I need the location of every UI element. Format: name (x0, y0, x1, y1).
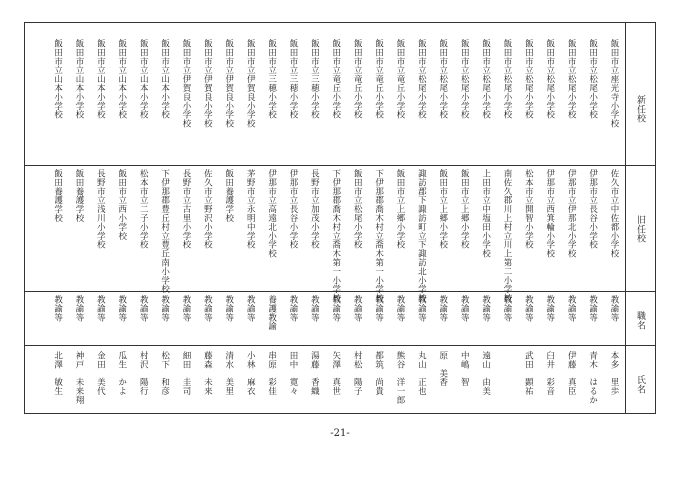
teacher-name-cell: 丸山 正也 (416, 351, 427, 396)
new-school-cell: 飯田市立山本小学校 (95, 39, 106, 120)
new-school-cell: 飯田市立山本小学校 (159, 39, 170, 120)
position-cell: 教諭等 (138, 295, 149, 322)
old-school-cell: 長野市立加茂小学校 (309, 169, 320, 250)
old-school-cell: 伊那市立長谷小学校 (587, 169, 598, 250)
position-cell: 教諭等 (309, 295, 320, 322)
old-school-cell: 飯田市立上郷小学校 (437, 169, 448, 250)
teacher-name-cell: 小林 麻衣 (245, 351, 256, 396)
new-school-cell: 飯田市立三穂小学校 (266, 39, 277, 120)
teacher-name-cell: 本多 里歩 (609, 351, 619, 396)
position-cell: 教諭等 (330, 295, 341, 322)
teacher-name-cell: 武田 顕祐 (523, 351, 534, 396)
teacher-name-cell: 湯藤 香織 (309, 351, 320, 396)
teacher-name-cell: 青木 はるか (587, 351, 598, 405)
position-cell: 教諭等 (502, 295, 512, 322)
new-school-cell: 飯田市立松尾小学校 (502, 39, 512, 120)
position-cell: 教諭等 (52, 295, 63, 322)
teacher-name-cell: 都筑 尚貴 (373, 351, 384, 396)
old-school-cell: 飯田市立上郷小学校 (395, 169, 405, 250)
teacher-name-cell: 村沢 陽行 (138, 351, 149, 396)
old-school-cell: 飯田養護学校 (74, 169, 84, 223)
old-school-cell: 茅野市立永明中学校 (245, 169, 256, 250)
old-school-cell: 下伊那郡喬木村立喬木第一小学校 (330, 169, 341, 303)
teacher-name-cell: 瓜生 かよ (116, 351, 127, 396)
teacher-name-cell: 伊藤 真臣 (566, 351, 577, 396)
new-school-cell: 飯田市立山本小学校 (138, 39, 149, 120)
teacher-name-cell: 臼井 彩音 (544, 351, 555, 396)
position-cell: 養護教諭 (266, 295, 277, 331)
position-cell: 教諭等 (544, 295, 555, 322)
new-school-cell: 飯田市立松尾小学校 (587, 39, 598, 120)
position-cell: 教諭等 (245, 295, 256, 322)
position-cell: 教諭等 (609, 295, 619, 322)
teacher-name-cell: 金田 美代 (95, 351, 106, 396)
position-cell: 教諭等 (437, 295, 448, 322)
new-school-cell: 飯田市立松尾小学校 (437, 39, 448, 120)
header-name: 氏名 (635, 375, 645, 394)
position-cell: 教諭等 (202, 295, 213, 322)
teacher-name-cell: 熊谷 洋一郎 (395, 351, 405, 405)
old-school-cell: 上田市立中塩田小学校 (480, 169, 491, 258)
teacher-name-cell: 田中 寛々 (288, 351, 298, 396)
header-position: 職名 (635, 311, 645, 330)
old-school-cell: 下伊那郡喬木村立喬木第一小学校 (373, 169, 384, 303)
old-school-cell: 長野市立浅川小学校 (95, 169, 106, 250)
old-school-cell: 伊那市立西箕輪小学校 (544, 169, 555, 258)
old-school-cell: 飯田市立西小学校 (116, 169, 127, 241)
old-school-cell: 佐久市立中佐都小学校 (609, 169, 619, 258)
new-school-cell: 飯田市立三穂小学校 (288, 39, 298, 120)
row-divider-position-name (25, 345, 655, 346)
header-old-school: 旧任校 (635, 215, 645, 244)
old-school-cell: 佐久市立野沢小学校 (202, 169, 213, 250)
position-cell: 教諭等 (116, 295, 127, 322)
page-number: -21- (330, 428, 350, 439)
position-cell: 教諭等 (373, 295, 384, 322)
position-cell: 教諭等 (416, 295, 427, 322)
new-school-cell: 飯田市立伊賀良小学校 (202, 39, 213, 128)
position-cell: 教諭等 (459, 295, 470, 322)
teacher-name-cell: 藤森 未来 (202, 351, 213, 396)
position-cell: 教諭等 (181, 295, 191, 322)
position-cell: 教諭等 (395, 295, 405, 322)
old-school-cell: 松本市立開智小学校 (523, 169, 534, 250)
teacher-name-cell: 村松 陽子 (352, 351, 363, 396)
teacher-name-cell: 遠山 由美 (480, 351, 491, 396)
teacher-name-cell: 清水 美里 (223, 351, 234, 396)
old-school-cell: 伊那市立伊那北小学校 (566, 169, 577, 258)
position-cell: 教諭等 (566, 295, 577, 322)
teacher-name-cell: 細田 圭司 (181, 351, 191, 396)
new-school-cell: 飯田市立伊賀良小学校 (223, 39, 234, 128)
new-school-cell: 飯田市立竜丘小学校 (373, 39, 384, 120)
new-school-cell: 飯田市立竜丘小学校 (395, 39, 405, 120)
position-cell: 教諭等 (480, 295, 491, 322)
position-cell: 教諭等 (352, 295, 363, 322)
old-school-cell: 伊那市立高遠北小学校 (266, 169, 277, 258)
new-school-cell: 飯田市立竜丘小学校 (352, 39, 363, 120)
new-school-cell: 飯田市立山本小学校 (52, 39, 63, 120)
new-school-cell: 飯田市立伊賀良小学校 (181, 39, 191, 128)
new-school-cell: 飯田市立三穂小学校 (309, 39, 320, 120)
position-cell: 教諭等 (523, 295, 534, 322)
new-school-cell: 飯田市立竜丘小学校 (330, 39, 341, 120)
old-school-cell: 諏訪郡下諏訪町立下諏訪北小学校 (416, 169, 427, 303)
position-cell: 教諭等 (288, 295, 298, 322)
new-school-cell: 飯田市立松尾小学校 (523, 39, 534, 120)
position-cell: 教諭等 (587, 295, 598, 322)
new-school-cell: 飯田市立山本小学校 (74, 39, 84, 120)
position-cell: 教諭等 (159, 295, 170, 322)
old-school-cell: 飯田市立松尾小学校 (352, 169, 363, 250)
old-school-cell: 下伊那郡豊丘村立豊丘南小学校 (159, 169, 170, 294)
position-cell: 教諭等 (74, 295, 84, 322)
old-school-cell: 飯田養護学校 (52, 169, 63, 223)
teacher-name-cell: 中嶋 智 (459, 351, 470, 387)
new-school-cell: 飯田市立松尾小学校 (566, 39, 577, 120)
new-school-cell: 飯田市立山本小学校 (116, 39, 127, 120)
old-school-cell: 南佐久郡川上村立川上第二小学校 (502, 169, 512, 303)
new-school-cell: 飯田市立松尾小学校 (459, 39, 470, 120)
old-school-cell: 長野市立古里小学校 (181, 169, 191, 250)
new-school-cell: 飯田市立松尾小学校 (480, 39, 491, 120)
teacher-name-cell: 矢澤 真世 (330, 351, 341, 396)
new-school-cell: 飯田市立座光寺小学校 (609, 39, 619, 128)
old-school-cell: 飯田養護学校 (223, 169, 234, 223)
header-column-divider (625, 23, 626, 413)
row-divider-new-old (25, 165, 655, 166)
new-school-cell: 飯田市立松尾小学校 (544, 39, 555, 120)
teacher-name-cell: 北澤 敏生 (52, 351, 63, 396)
teacher-name-cell: 松下 和彦 (159, 351, 170, 396)
new-school-cell: 飯田市立伊賀良小学校 (245, 39, 256, 128)
old-school-cell: 伊那市立長谷小学校 (288, 169, 298, 250)
position-cell: 教諭等 (95, 295, 106, 322)
position-cell: 教諭等 (223, 295, 234, 322)
personnel-table (24, 22, 656, 414)
teacher-name-cell: 神戸 未来翔 (74, 351, 84, 405)
new-school-cell: 飯田市立松尾小学校 (416, 39, 427, 120)
teacher-name-cell: 串原 彩佳 (266, 351, 277, 396)
old-school-cell: 飯田市立上郷小学校 (459, 169, 470, 250)
old-school-cell: 松本市立二子小学校 (138, 169, 149, 250)
teacher-name-cell: 原 美香 (437, 351, 448, 387)
header-new-school: 新任校 (635, 95, 645, 124)
